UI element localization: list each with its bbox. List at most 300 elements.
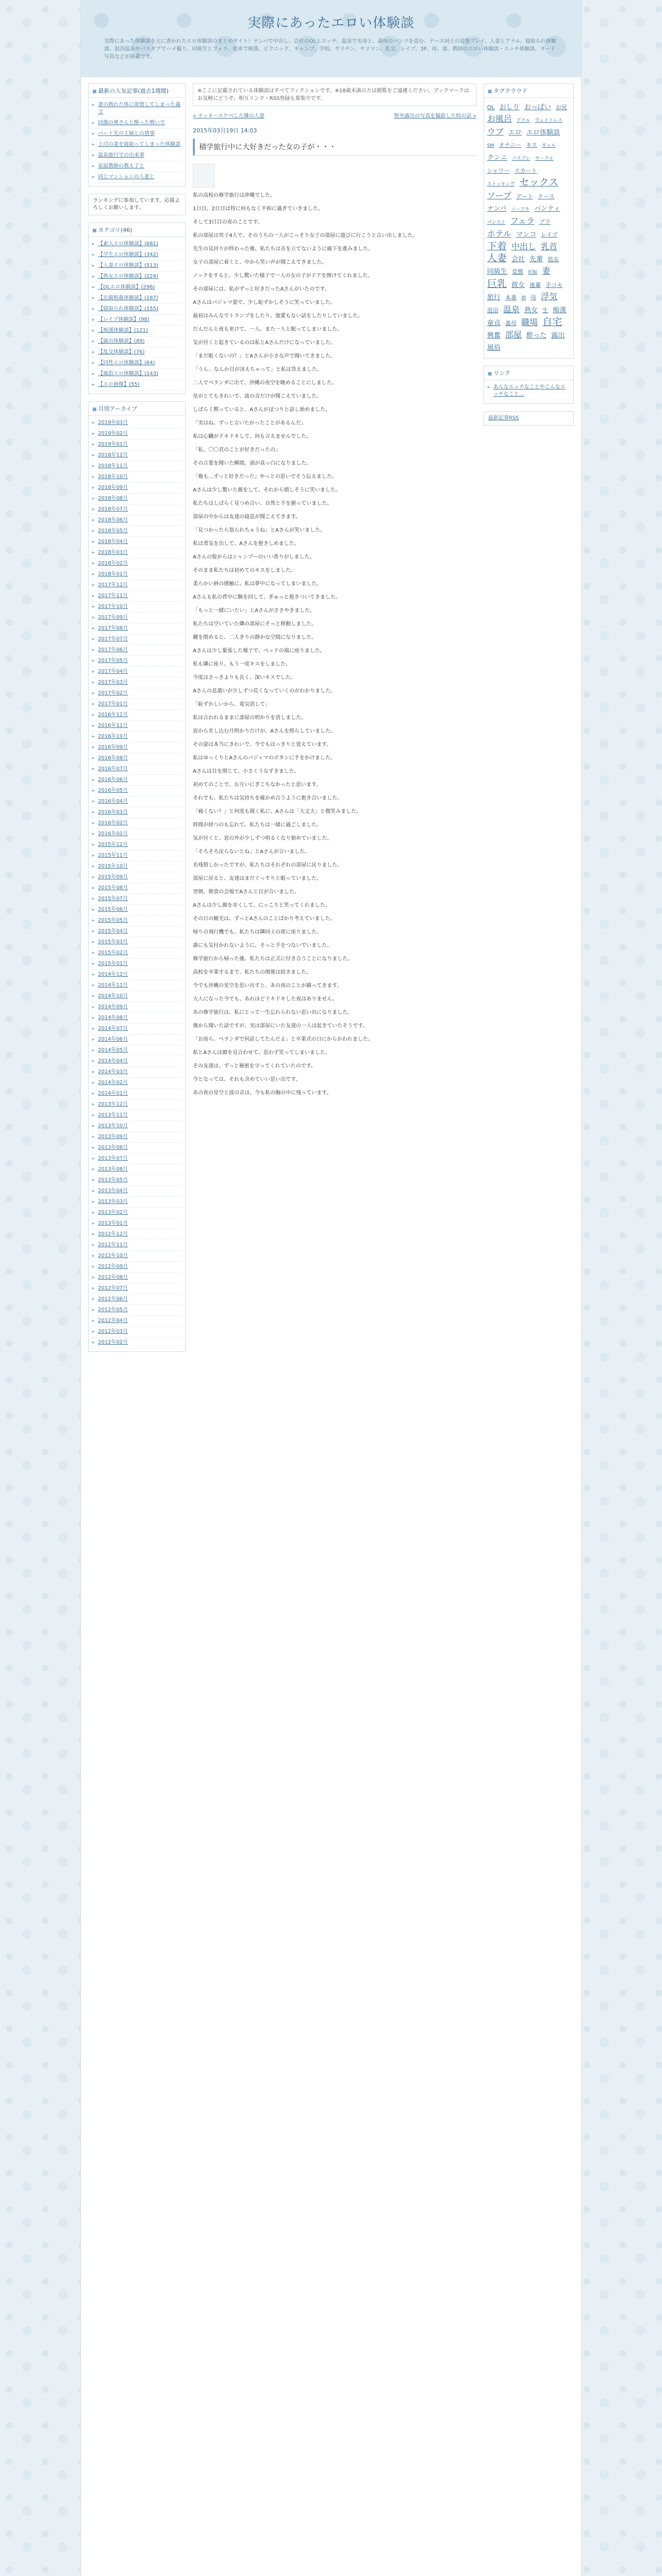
archive-link[interactable]: 2017年08月 [98, 625, 128, 631]
archive-item [92, 613, 182, 623]
tag-link[interactable]: 混浴 [487, 307, 499, 314]
tag-link[interactable]: スカート [514, 167, 537, 174]
tag-link[interactable]: 巨乳 [487, 278, 507, 290]
entry-paragraph: 「お前ら、ベランダで何話してたんだよ」と卒業式の日にからかわれました。 [193, 1037, 373, 1042]
tag-link[interactable]: 部屋 [505, 330, 522, 340]
popular-articles-title: ■ 最新の人気記事(過去1週間) [89, 84, 185, 98]
tag-link[interactable]: エロ体験談 [526, 129, 560, 137]
archive-link[interactable]: 2013年02月 [98, 1210, 128, 1215]
archive-item [92, 1273, 182, 1283]
archive-item [92, 872, 182, 883]
tag-link[interactable]: 酔った [526, 332, 547, 340]
archive-link[interactable]: 2012年02月 [98, 1340, 128, 1345]
archive-link[interactable]: 2018年12月 [98, 452, 128, 458]
tag-link[interactable]: 童貞 [487, 319, 501, 327]
archive-item [92, 580, 182, 591]
entry-paragraph: そして3日目の夜のことです。 [193, 219, 263, 225]
tag-link[interactable]: コスプレ [511, 156, 531, 161]
content-columns [81, 77, 581, 1365]
archive-item [92, 1067, 182, 1078]
tag-link[interactable]: 本番 [505, 294, 517, 301]
entry-paragraph: 鍵を閉めると、二人きりの静かな空間になりました。 [193, 635, 317, 640]
archive-link[interactable]: 2013年06月 [98, 1166, 128, 1172]
entry-paragraph: Aさんは少し緊張した様子で、ベッドの端に座りました。 [193, 648, 325, 654]
archive-link[interactable]: 2018年03月 [98, 550, 128, 555]
archive-link[interactable]: 2014年02月 [98, 1080, 128, 1086]
archive-link[interactable]: 2018年11月 [98, 463, 128, 469]
tag-link[interactable]: 妻 [542, 266, 551, 276]
archive-link[interactable]: 2018年09月 [98, 485, 128, 490]
category-link[interactable]: 【露出体験談】(89) [98, 338, 145, 344]
archive-link[interactable]: 2018年02月 [98, 561, 128, 566]
entry-paragraph: 最初はみんなでトランプをしたり、他愛もない話をしたりしていました。 [193, 313, 363, 319]
archive-link[interactable]: 2015年10月 [98, 863, 128, 869]
archive-link[interactable]: 2012年07月 [98, 1285, 128, 1291]
category-item [92, 369, 182, 380]
entry-paragraph: 気が付くと、窓の外が少しずつ明るくなり始めていました。 [193, 836, 333, 841]
entry-paragraph: 今でも沖縄の星空を思い出すと、あの夜のことが蘇ってきます。 [193, 983, 342, 989]
tag-link[interactable]: 義母 [505, 320, 517, 327]
tag-link[interactable]: オナニー [499, 142, 521, 148]
archive-link[interactable]: 2017年09月 [98, 615, 128, 620]
category-link[interactable]: 【熟女エロ体験談】(224) [98, 274, 158, 279]
intro-notice: ※ここに記載されている体験談はすべてフィクションです。※18歳未満の方は閲覧をご遠慮ください。ブックマークはお気軽にどうぞ。相互リンク・RSS登録も募集中です。 [193, 83, 476, 106]
entry-paragraph: 私たちはしばらく見つめ合い、自然と手を握っていました。 [193, 501, 333, 506]
ad-placeholder[interactable] [193, 164, 214, 188]
tag-link[interactable]: ウブ [487, 127, 504, 137]
archive-link[interactable]: 2017年07月 [98, 636, 128, 642]
archive-link[interactable]: 2017年10月 [98, 604, 128, 609]
category-item [92, 261, 182, 272]
category-item [92, 304, 182, 315]
popular-article-link[interactable]: 同じマンションの人妻と [98, 174, 155, 180]
archive-link[interactable]: 2016年09月 [98, 744, 128, 750]
archive-item [92, 1283, 182, 1294]
archive-item [92, 796, 182, 807]
tag-link[interactable]: ストッキング [487, 182, 515, 187]
tag-link[interactable]: セックス [519, 177, 559, 188]
category-item [92, 358, 182, 369]
entry-paragraph: その日の観光は、ずっとAさんのことばかり考えていました。 [193, 916, 336, 922]
entry-paragraph: 今となっては、それも含めていい思い出です。 [193, 1077, 301, 1082]
tag-link[interactable]: 彼女 [511, 281, 525, 289]
tag-link[interactable]: 手コキ [545, 282, 563, 289]
archive-link[interactable]: 2013年10月 [98, 1123, 128, 1129]
archive-item [92, 1229, 182, 1240]
tag-link[interactable]: 熟女 [524, 307, 538, 314]
entry-paragraph: ノックをすると、少し驚いた様子で一人の女の子がドアを開けてくれました。 [193, 273, 373, 279]
archive-link[interactable]: 2016年11月 [98, 723, 128, 728]
category-link[interactable]: 【痴漢体験談】(121) [98, 328, 148, 333]
entry-navigation [193, 111, 476, 119]
category-list [89, 237, 185, 394]
entry-paragraph: 私とAさんは顔を見合わせて、思わず笑ってしまいました。 [193, 1050, 330, 1056]
archive-link[interactable]: 2012年10月 [98, 1253, 128, 1259]
tag-link[interactable]: お尻 [555, 104, 567, 111]
archive-link[interactable]: 2014年05月 [98, 1047, 128, 1053]
archive-link[interactable]: 2014年11月 [98, 982, 128, 988]
blogroll-link[interactable]: あんなエッチなことやこんなエッチなこと… [493, 384, 566, 397]
tag-link[interactable]: 変態 [511, 268, 523, 275]
archive-link[interactable]: 2018年01月 [98, 571, 128, 577]
archive-item [92, 1035, 182, 1045]
category-item [92, 282, 182, 293]
entry-paragraph: 気が付くと起きているのは私とAさんだけになっていました。 [193, 340, 336, 346]
archive-link[interactable]: 2015年07月 [98, 896, 128, 902]
archive-item [92, 753, 182, 764]
entry-date: 2015年03月19日 14:03 [193, 127, 257, 134]
entry-paragraph: 「恥ずかしいから、電気消して」 [193, 702, 271, 707]
archive-link[interactable]: 2014年03月 [98, 1069, 128, 1075]
tag-link[interactable]: 興奮 [487, 332, 501, 340]
category-link[interactable]: 【同性エロ体験談】(64) [98, 360, 155, 366]
archive-link[interactable]: 2017年11月 [98, 593, 128, 599]
tag-link[interactable]: キス [526, 142, 537, 148]
archive-item [92, 1121, 182, 1132]
archive-link[interactable]: 2016年05月 [98, 788, 128, 793]
category-link[interactable]: 【風俗エロ体験談】(143) [98, 371, 158, 377]
entry-paragraph: 私は言われるままに部屋の明かりを消しました。 [193, 715, 307, 721]
archive-item [92, 775, 182, 786]
archive-item [92, 1013, 182, 1024]
archive-link[interactable]: 2015年06月 [98, 907, 128, 912]
category-link[interactable]: 【エロ画像】(55) [98, 382, 140, 387]
archive-link[interactable]: 2016年03月 [98, 809, 128, 815]
tag-link[interactable]: 風俗 [487, 344, 501, 352]
entry-paragraph: Aさんも私の背中に腕を回して、ぎゅっと抱きついてきました。 [193, 595, 341, 600]
archive-item [92, 1132, 182, 1143]
tag-link[interactable]: デート [516, 193, 534, 200]
archive-item [92, 937, 182, 948]
archive-link[interactable]: 2014年08月 [98, 1015, 128, 1021]
tag-link[interactable]: 乳首 [540, 242, 557, 251]
entry-paragraph: そのまま私たちは初めてのキスをしました。 [193, 568, 296, 573]
entry-paragraph: 私の部屋は男子4人で、そのうちの一人がこっそり女子の部屋に遊びに行こうと言い出しました。 [193, 233, 418, 239]
tag-link[interactable]: おっぱい [524, 104, 551, 111]
archive-item [92, 851, 182, 861]
entry-paragraph: 「そろそろ戻らないとね」とAさんが言いました。 [193, 849, 310, 855]
links-list [484, 380, 573, 403]
archive-item [92, 1089, 182, 1099]
archive-link[interactable]: 2018年07月 [98, 506, 128, 512]
archive-link[interactable]: 2018年08月 [98, 496, 128, 501]
ranking-text[interactable]: ランキングに参加しています。応援よろしくお願いします。 [93, 198, 180, 211]
archive-link[interactable]: 2013年12月 [98, 1101, 128, 1107]
entry-title[interactable]: 積学旅行中に大好きだった女の子が・・・ [193, 139, 476, 156]
archive-link[interactable]: 2017年03月 [98, 680, 128, 685]
archive-item [92, 602, 182, 613]
archive-link[interactable]: 2012年05月 [98, 1307, 128, 1313]
main-content [186, 83, 484, 1359]
tag-link[interactable]: エロ [508, 129, 522, 137]
archive-link[interactable]: 2016年12月 [98, 712, 128, 718]
tag-link[interactable]: 生 [542, 307, 549, 314]
archive-link[interactable]: 2014年09月 [98, 1004, 128, 1010]
category-link[interactable]: 【寝取られ体験談】(155) [98, 306, 158, 312]
archive-link[interactable]: 2016年01月 [98, 831, 128, 837]
tag-link[interactable]: 痴漢 [553, 307, 567, 314]
category-link[interactable]: 【レイプ体験談】(98) [98, 317, 150, 323]
tag-link[interactable]: 処女 [548, 256, 559, 263]
tag-link[interactable]: 中出し [511, 242, 536, 251]
tag-link[interactable]: 職場 [521, 317, 538, 327]
site-title[interactable]: 実際にあったエロい体験談 [247, 15, 415, 31]
archive-item [92, 742, 182, 753]
category-item [92, 347, 182, 358]
archive-link[interactable]: 2012年08月 [98, 1275, 128, 1280]
archive-link[interactable]: 2016年04月 [98, 799, 128, 804]
rss-link[interactable]: 最新記事RSS [488, 415, 519, 421]
archive-link[interactable]: 2015年01月 [98, 961, 128, 967]
entry-paragraph: 今度はさっきよりも長く、深いキスでした。 [193, 675, 296, 681]
archive-link[interactable]: 2014年10月 [98, 993, 128, 999]
archive-item [92, 450, 182, 461]
rss-box [484, 411, 574, 426]
tag-link[interactable]: フェラ [510, 216, 535, 226]
archive-item [92, 732, 182, 742]
archive-link[interactable]: 2013年07月 [98, 1156, 128, 1161]
entry-paragraph: Aさんは少し驚いた顔をして、それから嬉しそうに笑いました。 [193, 487, 341, 493]
entry-paragraph: 「実はね、ずっと言いたかったことがあるんだ」 [193, 420, 306, 426]
tag-link[interactable]: ホテル [487, 229, 511, 239]
archive-item [92, 504, 182, 515]
archive-item [92, 1294, 182, 1305]
archive-item [92, 1099, 182, 1110]
prev-entry-link[interactable]: « ラッキースケベした隣の人妻 [193, 113, 264, 119]
archive-item [92, 1240, 182, 1251]
archive-link[interactable]: 2015年05月 [98, 918, 128, 923]
archive-link[interactable]: 2014年01月 [98, 1091, 128, 1096]
tag-link[interactable]: ナース [538, 193, 555, 200]
tag-link[interactable]: パンスト [487, 220, 506, 225]
archive-link[interactable]: 2014年04月 [98, 1058, 128, 1064]
page-wrapper [80, 0, 582, 2576]
tag-link[interactable]: 自宅 [542, 316, 562, 328]
entry-paragraph: 私たちは空いていた隣の部屋にそっと移動しました。 [193, 621, 317, 627]
archive-link[interactable]: 2013年11月 [98, 1112, 128, 1118]
tag-link[interactable]: アナル [516, 118, 531, 123]
entry-paragraph: 翌朝、朝食の会場でAさんと目が合いました。 [193, 889, 300, 895]
tag-link[interactable]: 露出 [551, 332, 565, 340]
archive-link[interactable]: 2012年06月 [98, 1296, 128, 1302]
archive-link[interactable]: 2015年08月 [98, 885, 128, 891]
archive-link[interactable]: 2013年08月 [98, 1145, 128, 1150]
tag-link[interactable]: 妊娠 [527, 270, 537, 275]
tag-link[interactable]: 下着 [487, 241, 507, 252]
entry-paragraph: 先生の見回りが終わった後、私たちは音を立てないように廊下を進みました。 [193, 246, 374, 252]
entry-paragraph: 修学旅行から帰った後、私たちは正式に付き合うことになりました。 [193, 956, 353, 962]
archive-link[interactable]: 2018年10月 [98, 474, 128, 480]
archive-link[interactable]: 2013年03月 [98, 1199, 128, 1205]
archive-item [92, 883, 182, 894]
entry-paragraph: あの修学旅行は、私にとって一生忘れられない思い出になりました。 [193, 1010, 353, 1015]
tag-link[interactable]: 同級生 [487, 268, 507, 276]
archive-link[interactable]: 2016年02月 [98, 820, 128, 826]
tag-link[interactable]: シャワー [487, 167, 510, 174]
tag-link[interactable]: 旅行 [487, 294, 501, 301]
entry-paragraph: 星がとてもきれいで、波の音だけが聞こえていました。 [193, 394, 322, 399]
entry-paragraph: Aさんの髪からはシャンプーのいい香りがしました。 [193, 554, 315, 560]
archive-link[interactable]: 2016年10月 [98, 734, 128, 739]
archive-link[interactable]: 2019年01月 [98, 442, 128, 447]
archive-item [92, 548, 182, 558]
tag-link[interactable]: お風呂 [487, 114, 512, 124]
tag-link[interactable]: 温泉 [503, 304, 520, 314]
popular-article-link[interactable]: 温泉旅行での出来事 [98, 152, 144, 158]
archive-item [92, 1110, 182, 1121]
archive-item [92, 569, 182, 580]
tag-link[interactable]: 朝 [521, 296, 526, 301]
archive-item [92, 959, 182, 970]
entry-paragraph: 私は心臓がドキドキして、何も言えませんでした。 [193, 434, 311, 439]
archive-link[interactable]: 2012年04月 [98, 1318, 128, 1324]
archive-link[interactable]: 2015年04月 [98, 928, 128, 934]
entry-paragraph: 私は勇気を出して、Aさんを抱きしめました。 [193, 541, 300, 547]
archive-link[interactable]: 2012年12月 [98, 1231, 128, 1237]
archive-item [92, 905, 182, 916]
tag-link[interactable]: おしり [499, 104, 520, 111]
archive-item [92, 645, 182, 656]
popular-article-link[interactable]: パート先の主婦との情事 [98, 131, 155, 137]
entry-paragraph: 1日目、2日目は特に何もなく平和に過ぎていきました。 [193, 206, 323, 212]
entry-paragraph: 二人でベランダに出て、沖縄の夜空を眺めることにしました。 [193, 380, 337, 386]
category-link[interactable]: 【人妻エロ体験談】(513) [98, 263, 158, 268]
tag-link[interactable]: ナンパ [487, 205, 507, 213]
archive-link[interactable]: 2017年05月 [98, 658, 128, 664]
tag-link[interactable]: 浮気 [541, 292, 558, 301]
tag-link[interactable]: 会社 [511, 256, 525, 263]
archive-link[interactable]: 2014年06月 [98, 1037, 128, 1042]
archive-link[interactable]: 2015年03月 [98, 939, 128, 945]
archive-link[interactable]: 2015年12月 [98, 842, 128, 848]
archive-link[interactable]: 2014年12月 [98, 972, 128, 977]
tag-link[interactable]: 人妻 [487, 252, 507, 264]
archive-item [92, 634, 182, 645]
entry-paragraph: 「私、〇〇君のことが好きだったの」 [193, 447, 281, 453]
category-link[interactable]: 【OLエロ体験談】(296) [98, 284, 155, 290]
popular-article-item [92, 150, 182, 161]
entry-body [193, 192, 476, 1097]
archive-link[interactable]: 2018年04月 [98, 539, 128, 545]
popular-article-link[interactable]: 上司の妻を寝取ってしまった体験談 [98, 142, 180, 147]
tag-link[interactable]: ノーブラ [511, 207, 529, 212]
tag-link[interactable]: パンティ [534, 205, 560, 213]
archive-link[interactable]: 2013年04月 [98, 1188, 128, 1194]
archive-link[interactable]: 2012年03月 [98, 1329, 128, 1334]
archive-link[interactable]: 2015年09月 [98, 874, 128, 880]
tag-link[interactable]: 母 [531, 294, 537, 301]
archive-link[interactable]: 2017年02月 [98, 690, 128, 696]
entry-paragraph: 名残惜しかったですが、私たちはそれぞれの部屋に戻りました。 [193, 862, 343, 868]
category-item [92, 336, 182, 347]
tag-link[interactable]: ソープ [487, 191, 511, 200]
tag-link[interactable]: 先輩 [529, 256, 543, 263]
archive-link[interactable]: 2019年02月 [98, 431, 128, 436]
popular-article-item [92, 118, 182, 129]
entry-paragraph: 私はゆっくりとAさんのパジャマのボタンに手をかけました。 [193, 755, 336, 761]
entry-paragraph: 部屋に戻ると、友達はまだぐっすりと眠っていました。 [193, 876, 322, 882]
entry-paragraph: だんだんと夜も更けて、一人、また一人と眠ってしまいました。 [193, 327, 342, 332]
archive-item [92, 991, 182, 1002]
archive-item [92, 764, 182, 775]
popular-article-link[interactable]: 妻の熟れた体に欲情してしまった義父 [98, 102, 180, 115]
archive-link[interactable]: 2014年07月 [98, 1026, 128, 1031]
archive-item [92, 894, 182, 905]
tag-link[interactable]: OL [487, 104, 495, 111]
archive-link[interactable]: 2017年12月 [98, 582, 128, 588]
archive-link[interactable]: 2015年02月 [98, 950, 128, 956]
archive-link[interactable]: 2016年06月 [98, 777, 128, 783]
category-item [92, 239, 182, 250]
entry-paragraph: その言葉を聞いた瞬間、頭が真っ白になりました。 [193, 461, 312, 466]
next-entry-link[interactable]: 野外露出の写真を撮影した時の話 » [394, 113, 476, 119]
entry-paragraph: 帰りの飛行機でも、私たちは隣同士の席に座りました。 [193, 929, 322, 935]
archive-item [92, 1305, 182, 1316]
tag-link[interactable]: クンニ [487, 154, 507, 162]
tag-link[interactable]: 後輩 [529, 282, 541, 289]
archive-link[interactable]: 2017年06月 [98, 647, 128, 653]
tag-link[interactable]: サークル [535, 156, 554, 161]
archive-link[interactable]: 2013年05月 [98, 1177, 128, 1183]
entry-paragraph: 窓から差し込む月明かりだけが、Aさんを照らしていました。 [193, 728, 336, 734]
tag-link[interactable]: SM [487, 143, 494, 148]
entry-paragraph: それでも、私たちは気持ちを確かめ合うように抱き合いました。 [193, 795, 343, 801]
archive-link[interactable]: 2016年08月 [98, 755, 128, 761]
archive-link[interactable]: 2018年06月 [98, 517, 128, 523]
archive-link[interactable]: 2017年04月 [98, 669, 128, 674]
archive-item [92, 1175, 182, 1186]
archive-link[interactable]: 2012年11月 [98, 1242, 128, 1248]
entry-paragraph: 「まだ眠くないの？」とAさんが小さな声で聞いてきました。 [193, 353, 336, 359]
entry-paragraph: 高校を卒業するまで、私たちの関係は続きました。 [193, 970, 311, 975]
entry-paragraph: Aさんは少し顔を赤くして、にっこりと笑ってくれました。 [193, 903, 330, 908]
archive-link[interactable]: 2016年07月 [98, 766, 128, 772]
tag-link[interactable]: マンコ [516, 231, 537, 239]
tag-link[interactable]: ウェイトレス [535, 118, 562, 123]
popular-article-link[interactable]: 同僚の奥さんと酔った勢いで [98, 120, 165, 126]
category-link[interactable]: 【素人エロ体験談】(681) [98, 241, 158, 247]
archive-link[interactable]: 2015年11月 [98, 853, 128, 858]
tag-link[interactable]: ギャル [541, 143, 556, 148]
archive-item [92, 472, 182, 483]
popular-articles-list [89, 98, 185, 186]
popular-article-item [92, 161, 182, 172]
archive-item [92, 526, 182, 537]
archive-link[interactable]: 2013年01月 [98, 1221, 128, 1226]
archive-item [92, 1045, 182, 1056]
entry-paragraph: 「俺も…ずっと好きだった」やっとの思いでそう伝えました。 [193, 474, 337, 480]
tag-link[interactable]: ブラ [539, 218, 551, 225]
archive-link[interactable]: 2013年09月 [98, 1134, 128, 1140]
archive-link[interactable]: 2017年01月 [98, 701, 128, 707]
archive-item [92, 515, 182, 526]
popular-article-link[interactable]: 家庭教師の教え子と [98, 163, 144, 169]
archive-item [92, 926, 182, 937]
archive-item [92, 948, 182, 959]
archive-item [92, 677, 182, 688]
tag-link[interactable]: レイプ [541, 231, 558, 238]
archive-link[interactable]: 2018年05月 [98, 528, 128, 534]
category-link[interactable]: 【乱交体験談】(76) [98, 349, 145, 355]
archive-item [92, 537, 182, 548]
archive-link[interactable]: 2012年09月 [98, 1264, 128, 1269]
popular-article-item [92, 140, 182, 150]
archive-item [92, 1218, 182, 1229]
category-link[interactable]: 【近親相姦体験談】(187) [98, 295, 158, 301]
archive-link[interactable]: 2019年03月 [98, 420, 128, 426]
archive-item [92, 439, 182, 450]
category-link[interactable]: 【学生エロ体験談】(342) [98, 252, 158, 258]
